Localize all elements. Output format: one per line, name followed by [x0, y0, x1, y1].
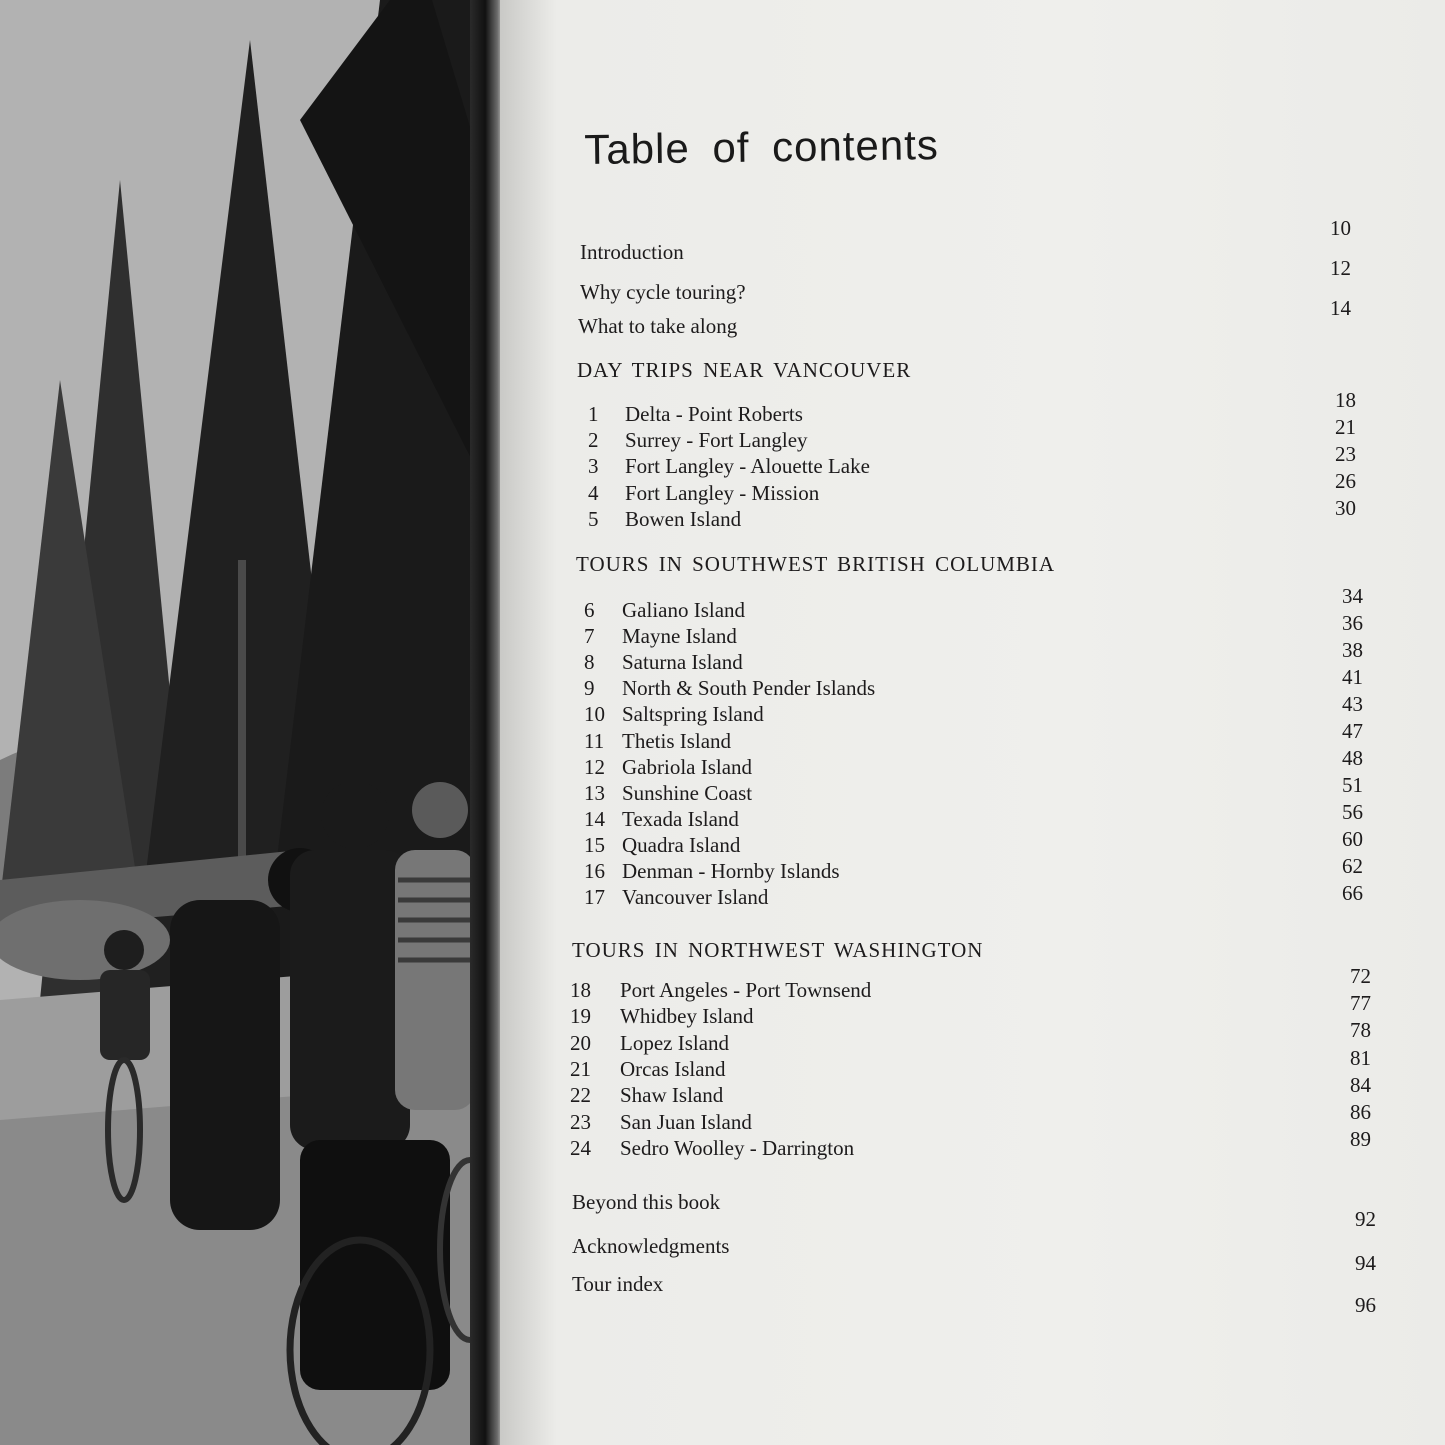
page-number: 84: [1350, 1072, 1371, 1097]
entry-number: 23: [570, 1109, 591, 1134]
page-number: 51: [1342, 773, 1363, 797]
toc-entry: [500, 1045, 1445, 1083]
entry-label: Thetis Island: [622, 728, 732, 753]
page-number: 96: [1355, 1293, 1376, 1317]
page-number: 12: [1330, 256, 1351, 280]
book-gutter: [470, 0, 504, 1445]
front-item-why-cycle: Why cycle touring?: [580, 280, 746, 304]
toc-entry: [500, 496, 1445, 533]
entry-number: 2: [588, 428, 599, 453]
section-heading-day-trips: DAY TRIPS NEAR VANCOUVER: [577, 358, 912, 382]
entry-label: Vancouver Island: [622, 885, 769, 910]
entry-number: 4: [588, 480, 599, 505]
toc-entry: [500, 1100, 1445, 1136]
page-number: 94: [1355, 1251, 1376, 1275]
entry-label: Port Angeles - Port Townsend: [620, 978, 872, 1002]
back-item-beyond: Beyond this book: [572, 1190, 721, 1214]
section-heading-southwest-bc: TOURS IN SOUTHWEST BRITISH COLUMBIA: [576, 552, 1056, 576]
page-number: 36: [1342, 611, 1363, 635]
entry-number: 9: [584, 676, 595, 701]
cyclists-photograph: [0, 0, 492, 1445]
page-number: 26: [1335, 469, 1356, 494]
entry-label: Sedro Woolley - Darrington: [620, 1135, 855, 1160]
section-heading-northwest-wa: TOURS IN NORTHWEST WASHINGTON: [572, 938, 984, 962]
entry-number: 17: [584, 885, 605, 910]
page-number: 21: [1335, 415, 1356, 440]
entry-label: Mayne Island: [622, 624, 737, 649]
entry-number: 1: [588, 402, 599, 426]
entry-number: 5: [588, 506, 599, 531]
entry-number: 10: [584, 702, 605, 727]
photo-illustration: [0, 0, 492, 1445]
page-number: 66: [1342, 881, 1363, 905]
entry-number: 3: [588, 454, 599, 479]
page-number: 30: [1335, 496, 1356, 521]
page-number: 34: [1342, 584, 1363, 608]
toc-entry: [500, 1127, 1445, 1162]
front-item-introduction: Introduction: [580, 240, 684, 264]
page-number: 41: [1342, 665, 1363, 689]
page-number: 38: [1342, 638, 1363, 662]
page-number: 92: [1355, 1207, 1376, 1231]
entry-number: 7: [584, 624, 595, 649]
entry-number: 16: [584, 859, 605, 883]
page-number: 78: [1350, 1018, 1371, 1043]
contents-page: [500, 0, 1445, 1445]
page-number: 81: [1350, 1045, 1371, 1070]
entry-number: 18: [570, 978, 591, 1002]
page-number: 56: [1342, 800, 1363, 824]
page-number: 48: [1342, 746, 1363, 770]
entry-number: 21: [570, 1056, 591, 1081]
entry-label: Saturna Island: [622, 650, 743, 675]
page-number: 89: [1350, 1127, 1371, 1152]
entry-label: Whidbey Island: [620, 1004, 754, 1029]
entry-number: 12: [584, 754, 605, 779]
entry-label: Shaw Island: [620, 1083, 724, 1108]
entry-label: San Juan Island: [620, 1109, 752, 1134]
page-number: 23: [1335, 442, 1356, 467]
page-title: Table of contents: [584, 121, 940, 173]
page-number: 10: [1330, 216, 1351, 240]
entry-label: Delta - Point Roberts: [625, 402, 803, 426]
page-number: 77: [1350, 991, 1371, 1016]
toc-entry: [500, 991, 1445, 1030]
entry-number: 20: [570, 1030, 591, 1055]
entry-number: 19: [570, 1004, 591, 1029]
entry-label: North & South Pender Islands: [622, 676, 876, 701]
entry-label: Sunshine Coast: [622, 780, 753, 805]
toc-entry: [500, 883, 1445, 911]
entry-label: Denman - Hornby Islands: [622, 859, 840, 883]
entry-label: Saltspring Island: [622, 702, 764, 727]
back-item-acknowledgments: Acknowledgments: [572, 1234, 730, 1258]
entry-label: Fort Langley - Alouette Lake: [625, 454, 870, 479]
entry-number: 8: [584, 650, 595, 675]
entry-number: 14: [584, 806, 605, 831]
entry-label: Gabriola Island: [622, 754, 753, 779]
page-number: 43: [1342, 692, 1363, 716]
entry-label: Orcas Island: [620, 1056, 726, 1081]
page-number: 62: [1342, 854, 1363, 878]
entry-label: Bowen Island: [625, 506, 742, 531]
entry-label: Galiano Island: [622, 598, 746, 622]
entry-label: Lopez Island: [620, 1030, 730, 1055]
entry-number: 13: [584, 780, 605, 805]
toc-entry: [500, 1072, 1445, 1109]
entry-number: 24: [570, 1135, 591, 1160]
back-item-tour-index: Tour index: [572, 1272, 664, 1296]
entry-label: Surrey - Fort Langley: [625, 428, 808, 453]
toc-entry: [500, 1018, 1445, 1057]
page-number: 18: [1335, 388, 1356, 412]
page-number: 47: [1342, 719, 1363, 743]
front-item-what-to-take: What to take along: [578, 314, 738, 338]
entry-label: Fort Langley - Mission: [625, 480, 820, 505]
entry-number: 6: [584, 598, 595, 622]
page-number: 14: [1330, 296, 1351, 320]
page-number: 72: [1350, 964, 1371, 988]
entry-number: 22: [570, 1083, 591, 1108]
page-number: 86: [1350, 1100, 1371, 1124]
entry-label: Quadra Island: [622, 832, 741, 857]
entry-number: 15: [584, 832, 605, 857]
entry-label: Texada Island: [622, 806, 739, 831]
entry-number: 11: [584, 728, 605, 753]
toc-entry: [500, 964, 1445, 1004]
page-number: 60: [1342, 827, 1363, 851]
